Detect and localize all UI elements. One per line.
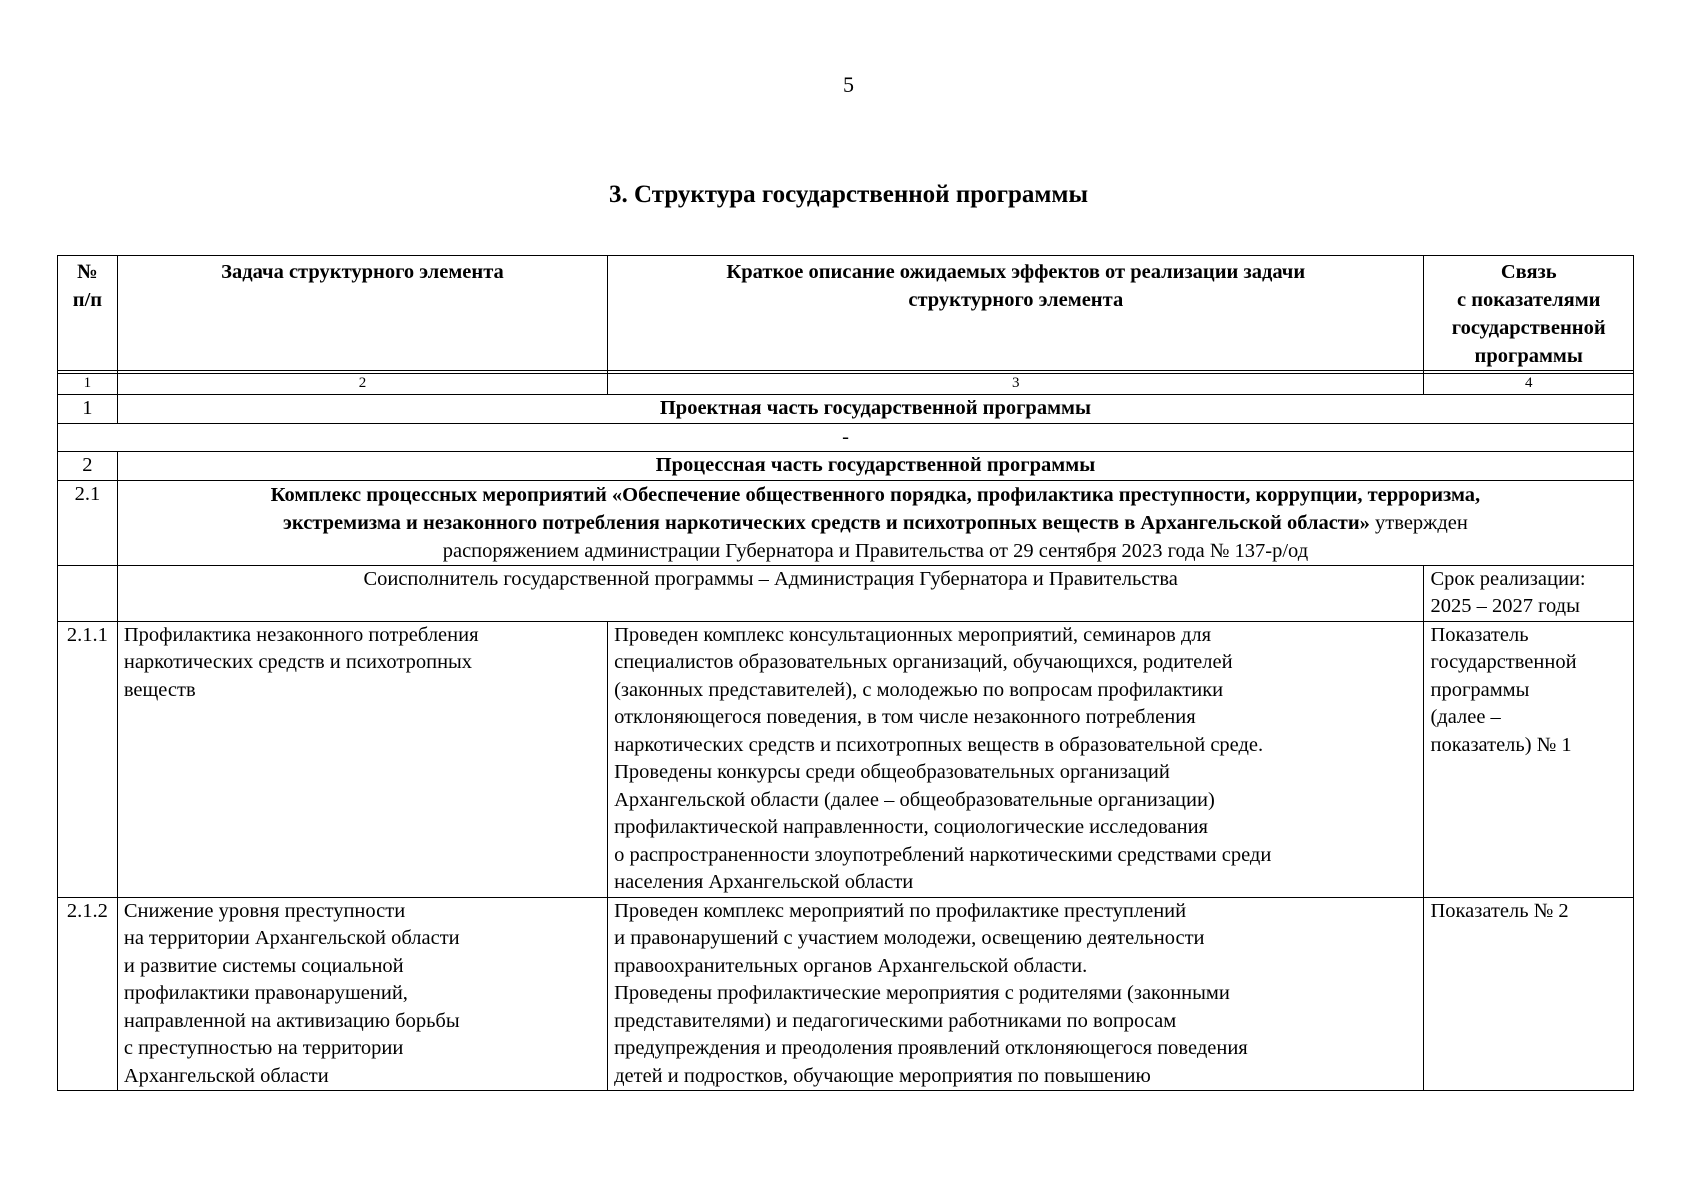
task-line: с преступностью на территории [123, 1037, 404, 1059]
row-num: 2.1.2 [58, 897, 118, 1091]
task-line: на территории Архангельской области [123, 927, 460, 949]
row-num: 2.1.1 [58, 621, 118, 897]
complex-title-bold-part: экстремизма и незаконного потребления наркотических средств и психотропных веществ в Архангельской области» [283, 511, 1370, 534]
desc-line: представителями) и педагогическими работниками по вопросам [614, 1009, 1177, 1032]
desc-line: Проведен комплекс мероприятий по профилактике преступлений [614, 899, 1187, 922]
table-row [58, 897, 1634, 1091]
header-num-line: п/п [72, 289, 103, 311]
row-indicator-link [1424, 897, 1634, 1091]
complex-title-line-mixed [124, 509, 1627, 537]
coexecutor-row [58, 565, 1634, 621]
header-num-line: № [77, 261, 98, 283]
page-number: 5 [843, 72, 854, 97]
header-task-text: Задача структурного элемента [221, 261, 504, 283]
coexecutor-empty-cell [58, 565, 118, 621]
section-title-process: Процессная часть государственной программы [117, 452, 1633, 481]
task-line: наркотических средств и психотропных [123, 651, 473, 673]
row-indicator-link [1424, 621, 1634, 897]
desc-line: детей и подростков, обучающие мероприятия по повышению [614, 1064, 1151, 1087]
task-line: Профилактика незаконного потребления [123, 623, 479, 646]
section-title: 3. Структура государственной программы [609, 181, 1088, 208]
row-task [117, 621, 607, 897]
task-line: веществ [123, 678, 196, 701]
empty-row-dash: - [58, 423, 1634, 452]
section-row-project [58, 395, 1634, 424]
desc-line: профилактической направленности, социологические исследования [614, 816, 1208, 838]
task-line: профилактики правонарушений, [123, 982, 408, 1004]
task-line: Архангельской области [123, 1064, 329, 1087]
desc-line: Проведен комплекс консультационных мероприятий, семинаров для [614, 623, 1212, 646]
header-num [58, 256, 118, 371]
section-title-project: Проектная часть государственной программы [117, 395, 1633, 424]
link-line: Показатель № 2 [1430, 899, 1569, 922]
term-line: Срок реализации: [1430, 567, 1586, 590]
complex-title-line: распоряжением администрации Губернатора и Правительства от 29 сентября 2023 года № 137-р/од [442, 539, 1309, 562]
task-line: направленной на активизацию борьбы [123, 1009, 460, 1032]
column-number: 2 [117, 374, 607, 395]
desc-line: правоохранительных органов Архангельской области. [614, 954, 1088, 977]
desc-line: и правонарушений с участием молодежи, освещению деятельности [614, 927, 1205, 949]
task-line: Снижение уровня преступности [123, 899, 406, 922]
complex-title-regular-part: утвержден [1369, 511, 1468, 534]
desc-line: населения Архангельской области [614, 871, 914, 893]
desc-line: Проведены конкурсы среди общеобразовательных организаций [614, 761, 1170, 783]
desc-line: предупреждения и преодоления проявлений отклоняющегося поведения [614, 1037, 1248, 1059]
link-line: (далее – [1430, 706, 1501, 728]
section-num: 2 [58, 452, 118, 481]
column-number: 3 [608, 374, 1424, 395]
table-row [58, 621, 1634, 897]
coexecutor-text: Соисполнитель государственной программы – Администрация Губернатора и Правительства [117, 565, 1424, 621]
link-line: Показатель [1430, 623, 1529, 646]
section-row-empty [58, 423, 1634, 452]
header-link [1424, 256, 1634, 371]
desc-line: Архангельской области (далее – общеобразовательные организации) [614, 788, 1215, 811]
link-line: показатель) № 1 [1430, 733, 1572, 756]
row-description [608, 621, 1424, 897]
header-link-line: программы [1474, 345, 1583, 367]
coexecutor-term [1424, 565, 1634, 621]
desc-line: наркотических средств и психотропных веществ в образовательной среде. [614, 733, 1264, 756]
column-numbers-row [58, 374, 1634, 395]
task-line: и развитие системы социальной [123, 954, 404, 977]
complex-num: 2.1 [58, 480, 118, 565]
complex-title-line: Комплекс процессных мероприятий «Обеспечение общественного порядка, профилактика преступности, коррупции, терроризма, [270, 483, 1481, 506]
desc-line: о распространенности злоупотреблений наркотическими средствами среди [614, 843, 1272, 866]
column-number: 4 [1424, 374, 1634, 395]
link-line: программы [1430, 678, 1530, 701]
header-desc [608, 256, 1424, 371]
row-description [608, 897, 1424, 1091]
complex-row [58, 480, 1634, 565]
section-row-process [58, 452, 1634, 481]
header-desc-line: Краткое описание ожидаемых эффектов от реализации задачи [726, 261, 1306, 283]
header-task [117, 256, 607, 371]
header-link-line: Связь [1500, 261, 1557, 283]
desc-line: Проведены профилактические мероприятия с родителями (законными [614, 982, 1230, 1004]
table-header-row [58, 256, 1634, 371]
column-number: 1 [58, 374, 118, 395]
program-structure-table [57, 255, 1634, 1091]
term-line: 2025 – 2027 годы [1430, 595, 1580, 617]
header-link-line: государственной [1451, 317, 1606, 339]
desc-line: (законных представителей), с молодежью по вопросам профилактики [614, 678, 1224, 701]
desc-line: отклоняющегося поведения, в том числе незаконного потребления [614, 706, 1196, 728]
complex-title [117, 480, 1633, 565]
link-line: государственной [1430, 651, 1577, 673]
row-task [117, 897, 607, 1091]
desc-line: специалистов образовательных организаций, обучающихся, родителей [614, 651, 1233, 673]
header-desc-line: структурного элемента [908, 289, 1124, 311]
header-link-line: с показателями [1456, 289, 1601, 311]
section-num: 1 [58, 395, 118, 424]
